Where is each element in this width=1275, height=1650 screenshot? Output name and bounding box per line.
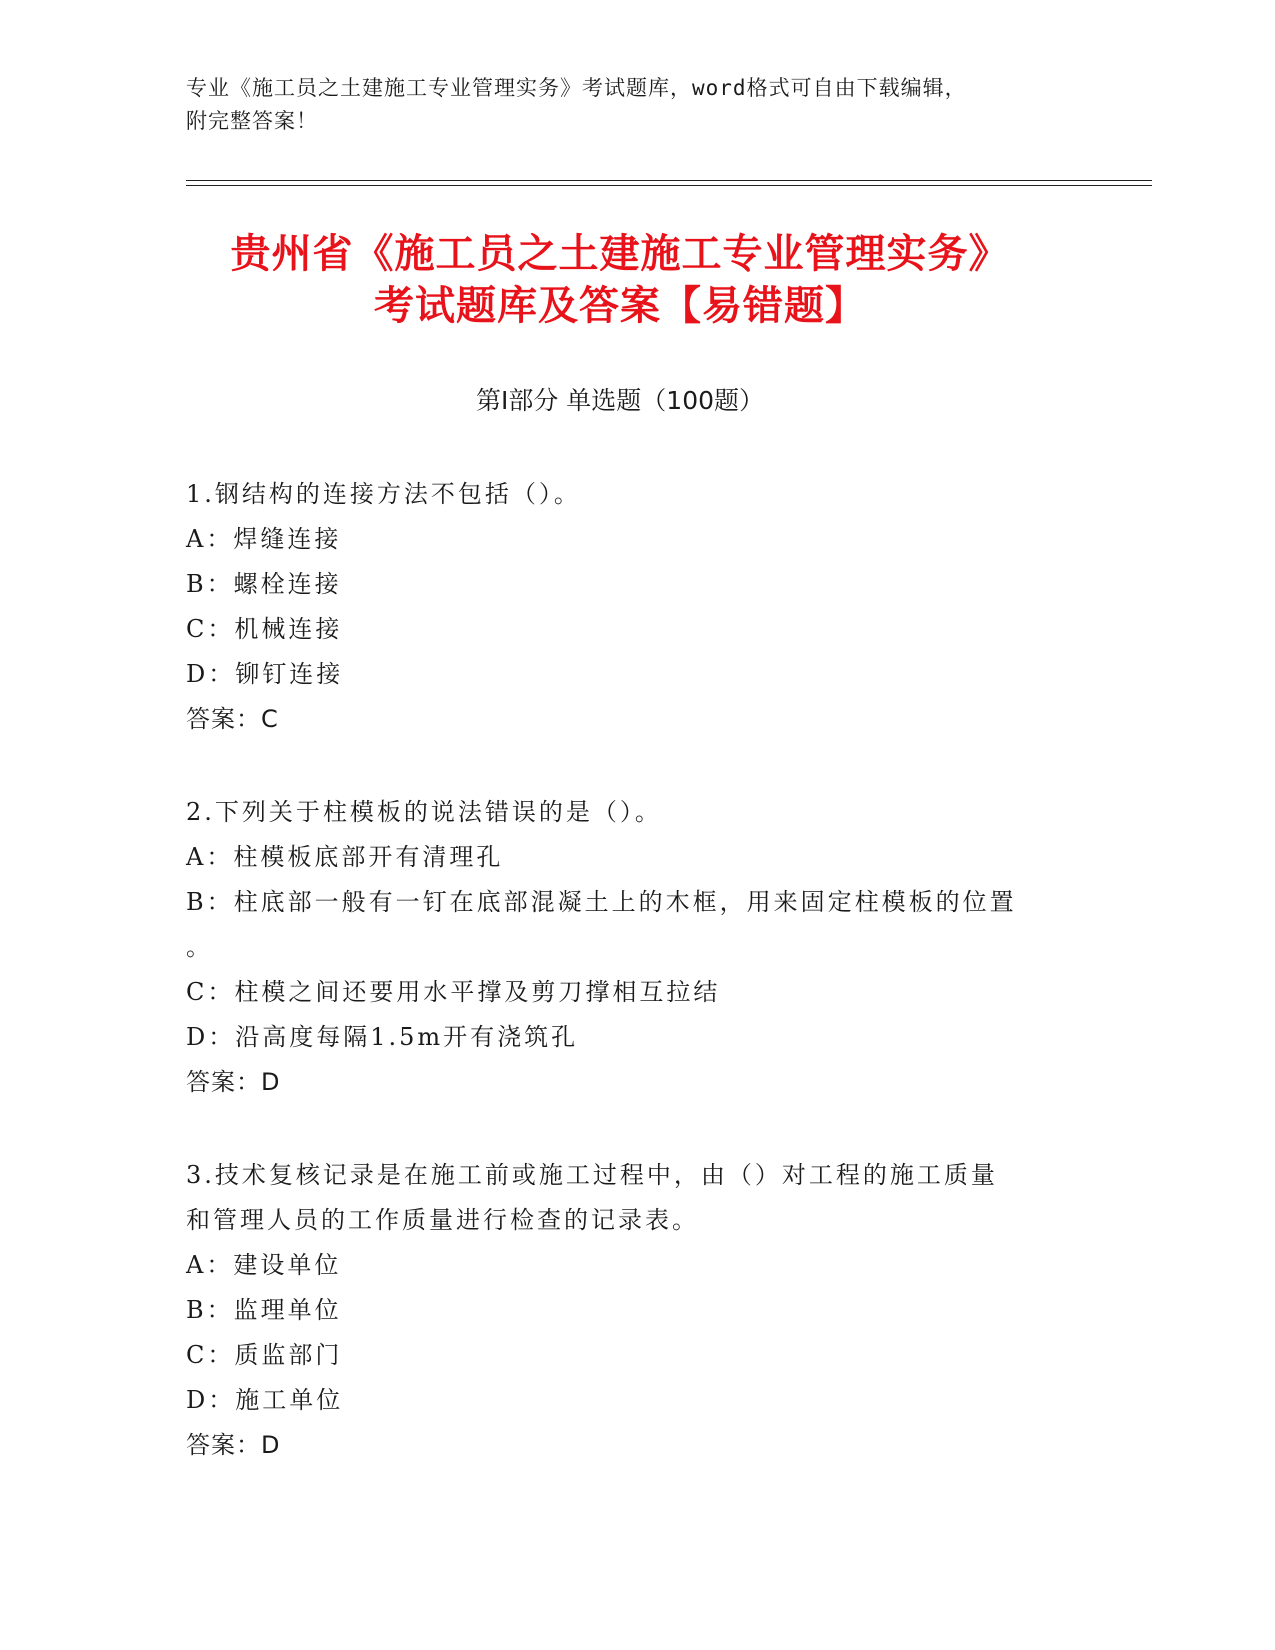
question-stem: 1.钢结构的连接方法不包括（）。	[186, 480, 581, 508]
option-c: C：机械连接	[186, 615, 343, 643]
option-b-continuation: 。	[186, 933, 213, 961]
document-title	[186, 228, 1054, 332]
question-stem-line-1: 3.技术复核记录是在施工前或施工过程中，由（）对工程的施工质量	[186, 1161, 998, 1189]
section-heading: 第Ⅰ部分 单选题（100题）	[475, 386, 765, 415]
option-a: A：柱模板底部开有清理孔	[186, 843, 504, 871]
question-1	[186, 472, 1066, 742]
header-note-line-1: 专业《施工员之土建施工专业管理实务》考试题库，word格式可自由下载编辑，	[186, 76, 967, 100]
header-note-line-2: 附完整答案！	[186, 109, 318, 133]
answer: 答案：D	[186, 1431, 281, 1459]
question-stem-line-2: 和管理人员的工作质量进行检查的记录表。	[186, 1206, 699, 1234]
question-2	[186, 790, 1066, 1105]
option-a: A：建设单位	[186, 1251, 342, 1279]
document-title-line-1: 贵州省《施工员之土建施工专业管理实务》	[230, 231, 1010, 277]
header-divider-top	[186, 180, 1152, 181]
option-c: C：柱模之间还要用水平撑及剪刀撑相互拉结	[186, 978, 721, 1006]
option-b: B：螺栓连接	[186, 570, 342, 598]
header-note	[186, 72, 1066, 138]
option-d: D：沿高度每隔1.5m开有浇筑孔	[186, 1023, 579, 1051]
question-3	[186, 1153, 1066, 1468]
option-d: D：施工单位	[186, 1386, 344, 1414]
option-b: B：柱底部一般有一钉在底部混凝土上的木框，用来固定柱模板的位置	[186, 888, 1017, 916]
option-a: A：焊缝连接	[186, 525, 342, 553]
option-b: B：监理单位	[186, 1296, 342, 1324]
option-c: C：质监部门	[186, 1341, 343, 1369]
option-d: D：铆钉连接	[186, 660, 344, 688]
answer: 答案：C	[186, 705, 279, 733]
question-stem: 2.下列关于柱模板的说法错误的是（）。	[186, 798, 662, 826]
header-divider-bottom	[186, 185, 1152, 186]
answer: 答案：D	[186, 1068, 281, 1096]
document-title-line-2: 考试题库及答案【易错题】	[374, 283, 866, 329]
